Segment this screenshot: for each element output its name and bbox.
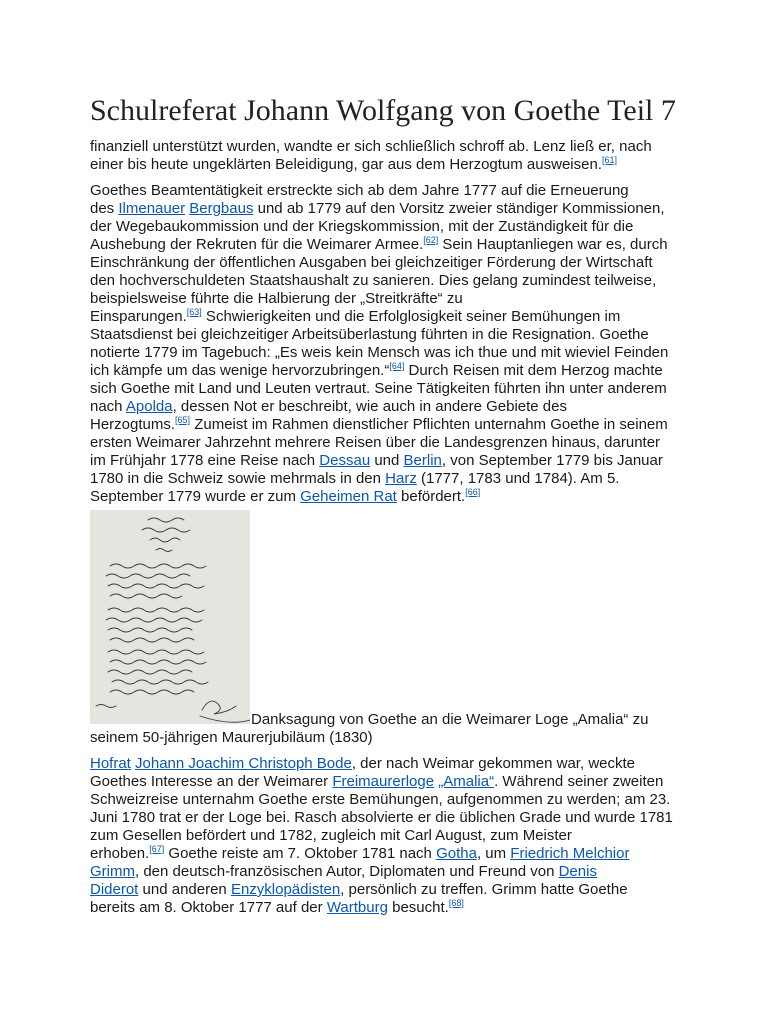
text-line <box>90 452 678 470</box>
link-grimm[interactable]: Grimm <box>90 863 135 880</box>
goethe-letter-image[interactable] <box>90 510 250 724</box>
footnote-link-65[interactable]: [65] <box>175 415 191 425</box>
text-line: Staatsdienst bei gleichzeitiger Arbeitsüberlastung führten in die Resignation. Goethe <box>90 326 649 343</box>
link-friedrich-melchior[interactable]: Friedrich Melchior <box>510 845 630 862</box>
footnote-link-62[interactable]: [62] <box>423 235 439 245</box>
paragraph-lenz <box>90 138 678 174</box>
text-segment: besucht. <box>387 899 449 916</box>
text-line <box>90 470 678 488</box>
text-segment: und anderen <box>138 881 231 898</box>
footnote-link-66[interactable]: [66] <box>465 487 481 497</box>
text-segment: , persönlich zu treffen. Grimm hatte Goethe <box>340 881 628 898</box>
footnote-link-68[interactable]: [68] <box>448 898 464 908</box>
link-diderot[interactable]: Diderot <box>90 881 139 898</box>
text-line: Einschränkung der öffentlichen Ausgaben bei gleichzeitiger Förderung der Wirtschaft <box>90 254 653 271</box>
text-line <box>90 416 678 434</box>
text-line <box>90 362 678 380</box>
text-segment: Goethe reiste am 7. Oktober 1781 nach <box>164 845 437 862</box>
text-segment: , der nach Weimar gekommen war, weckte <box>351 755 635 772</box>
text-segment: , von September 1779 bis Januar <box>441 452 663 469</box>
image-caption: seinem 50-jährigen Maurerjubiläum (1830) <box>90 729 373 746</box>
text-segment: und ab 1779 auf den Vorsitz zweier ständiger Kommissionen, <box>253 200 665 217</box>
link-hofrat[interactable]: Hofrat <box>90 755 131 772</box>
text-segment: im Frühjahr 1778 eine Reise nach <box>90 452 320 469</box>
text-segment: befördert. <box>396 488 466 505</box>
link-harz[interactable]: Harz <box>385 470 417 487</box>
text-segment: nach <box>90 398 126 415</box>
text-line: den hochverschuldeten Staatshaushalt zu sanieren. Dies gelang zumindest teilweise, <box>90 272 657 289</box>
text-line <box>90 755 678 773</box>
text-line <box>90 308 678 326</box>
text-line: sich Goethe mit Land und Leuten vertraut. Seine Tätigkeiten führten ihn unter anderem <box>90 380 667 397</box>
text-segment: bereits am 8. Oktober 1777 auf der <box>90 899 327 916</box>
link-dessau[interactable]: Dessau <box>319 452 371 469</box>
text-line <box>90 236 678 254</box>
footnote-link-67[interactable]: [67] <box>149 844 165 854</box>
text-line: beispielsweise führte die Halbierung der „Streitkräfte“ zu <box>90 290 463 307</box>
text-segment: erhoben. <box>90 845 150 862</box>
text-line <box>90 488 678 506</box>
text-segment: , dessen Not er beschreibt, wie auch in andere Gebiete des <box>172 398 567 415</box>
text-line <box>90 845 678 863</box>
link-geheimen-rat[interactable]: Geheimen Rat <box>300 488 397 505</box>
link-enzyklopaedisten[interactable]: Enzyklopädisten <box>230 881 341 898</box>
text-segment: Sein Hauptanliegen war es, durch <box>438 236 668 253</box>
link-bode[interactable]: Johann Joachim Christoph Bode <box>135 755 352 772</box>
text-segment: Durch Reisen mit dem Herzog machte <box>404 362 663 379</box>
text-line <box>90 156 678 174</box>
text-line <box>90 899 678 917</box>
text-line: der Wegebaukommission und der Kriegskommission, mit der Zuständigkeit für die <box>90 218 634 235</box>
text-line: Schweizreise unternahm Goethe erste Bemühungen, aufgenommen zu werden; am 23. <box>90 791 671 808</box>
text-line <box>90 200 678 218</box>
text-segment: Zumeist im Rahmen dienstlicher Pflichten unternahm Goethe in seinem <box>190 416 668 433</box>
handwriting-drawing <box>90 510 250 724</box>
footnote-link-61[interactable]: [61] <box>601 155 617 165</box>
link-freimaurerloge[interactable]: Freimaurerloge <box>332 773 435 790</box>
text-line <box>90 881 678 899</box>
text-line: finanziell unterstützt wurden, wandte er sich schließlich schroff ab. Lenz ließ er, nach <box>90 138 652 155</box>
link-wartburg[interactable]: Wartburg <box>326 899 388 916</box>
text-line: zum Gesellen befördert und 1782, zugleich mit Carl August, zum Meister <box>90 827 572 844</box>
text-segment: Schwierigkeiten und die Erfolglosigkeit seiner Bemühungen im <box>201 308 621 325</box>
text-segment: des <box>90 200 119 217</box>
text-segment: Goethes Interesse an der Weimarer <box>90 773 333 790</box>
text-line <box>90 398 678 416</box>
link-berlin[interactable]: Berlin <box>403 452 442 469</box>
text-segment: einer bis heute ungeklärten Beleidigung, gar aus dem Herzogtum ausweisen. <box>90 156 602 173</box>
text-line: notierte 1779 im Tagebuch: „Es weis kein Mensch was ich thue und mit wieviel Feinden <box>90 344 669 361</box>
text-segment: Einsparungen. <box>90 308 187 325</box>
paragraph-freimaurer <box>90 755 678 917</box>
text-line <box>90 863 678 881</box>
link-ilmenauer[interactable]: Ilmenauer <box>118 200 186 217</box>
link-bergbaus[interactable]: Bergbaus <box>189 200 254 217</box>
link-apolda[interactable]: Apolda <box>125 398 173 415</box>
text-segment: , um <box>476 845 511 862</box>
text-segment: ich kämpfe um das wenige hervorzubringen.“ <box>90 362 390 379</box>
text-segment: . Während seiner zweiten <box>494 773 664 790</box>
text-segment: Herzogtums. <box>90 416 176 433</box>
text-segment: (1777, 1783 und 1784). Am 5. <box>416 470 620 487</box>
text-segment: September 1779 wurde er zum <box>90 488 301 505</box>
link-denis[interactable]: Denis <box>558 863 597 880</box>
link-amalia[interactable]: „Amalia“ <box>438 773 495 790</box>
text-segment: Aushebung der Rekruten für die Weimarer Armee. <box>90 236 424 253</box>
text-segment: und <box>370 452 404 469</box>
footnote-link-64[interactable]: [64] <box>389 361 405 371</box>
text-segment: 1780 in die Schweiz sowie mehrmals in den <box>90 470 386 487</box>
image-caption: Danksagung von Goethe an die Weimarer Loge „Amalia“ zu <box>251 711 649 728</box>
footnote-link-63[interactable]: [63] <box>186 307 202 317</box>
page-title: Schulreferat Johann Wolfgang von Goethe Teil 7 <box>90 94 676 127</box>
link-gotha[interactable]: Gotha <box>436 845 477 862</box>
paragraph-beamtentaetigkeit <box>90 182 678 506</box>
text-segment: , den deutsch-französischen Autor, Diplomaten und Freund von <box>135 863 559 880</box>
text-line: Goethes Beamtentätigkeit erstreckte sich ab dem Jahre 1777 auf die Erneuerung <box>90 182 629 199</box>
text-line <box>90 773 678 791</box>
text-line: Juni 1780 trat er der Loge bei. Rasch absolvierte er die üblichen Grade und wurde 1781 <box>90 809 673 826</box>
text-line: ersten Weimarer Jahrzehnt mehrere Reisen über die Landesgrenzen hinaus, darunter <box>90 434 661 451</box>
